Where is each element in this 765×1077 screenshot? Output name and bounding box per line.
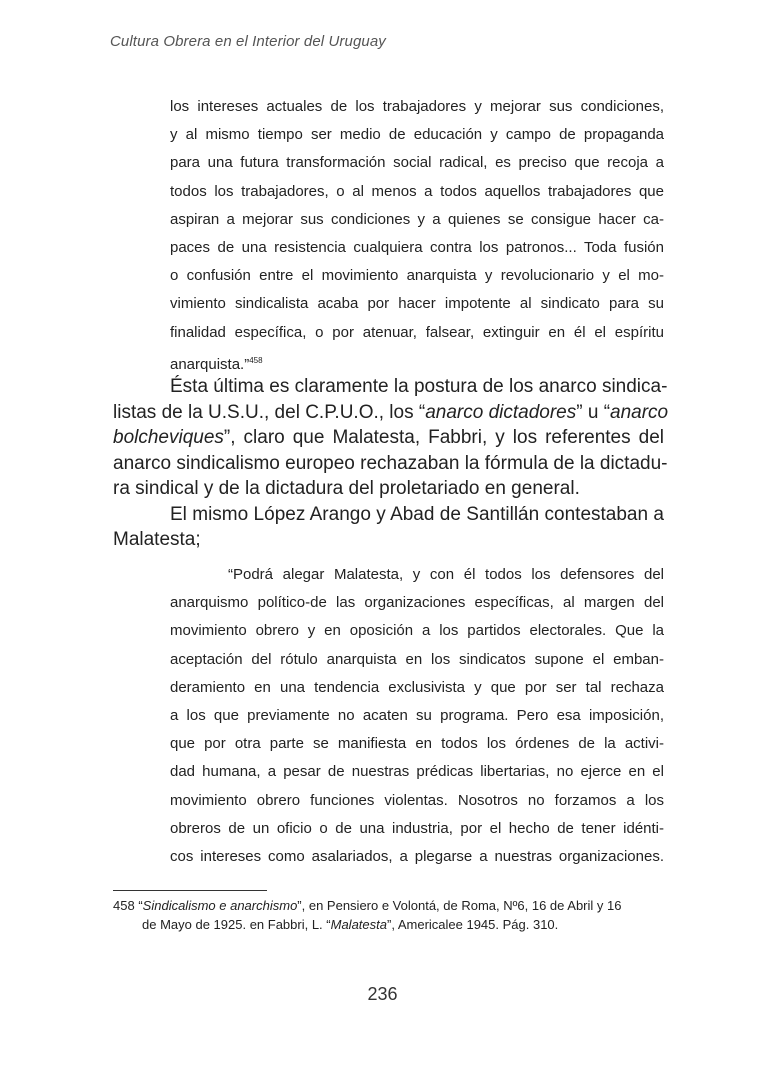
footnote — [113, 896, 664, 934]
block-quote-2 — [170, 561, 664, 871]
text: ”, en Pensiero e Volontá, de Roma, Nº6, 16 de Abril y 16 — [297, 898, 622, 913]
quote-line: movimiento obrero funciones violentas. Nosotros no forzamos a los — [170, 791, 664, 809]
quote-line: aspiran a mejorar sus condiciones y a quienes se consigue hacer ca- — [170, 210, 664, 228]
footnote-separator — [113, 890, 267, 891]
quote-line: anarquismo político-de las organizaciones específicas, al margen del — [170, 594, 664, 612]
footnote-line — [113, 896, 664, 915]
quote-line: y al mismo tiempo ser medio de educación y campo de propaganda — [170, 126, 664, 144]
block-quote-1 — [170, 93, 664, 379]
footnote-line — [113, 915, 664, 934]
italic-text: Malatesta — [330, 917, 387, 932]
text: listas de la U.S.U., del C.P.U.O., los “ — [113, 401, 426, 423]
quote-line: finalidad específica, o por atenuar, falsear, extinguir en él el espíritu — [170, 323, 664, 341]
italic-text: Sindicalismo e anarchismo — [142, 898, 298, 913]
text: ”, Americalee 1945. Pág. 310. — [387, 917, 559, 932]
quote-line: movimiento obrero y en oposición a los partidos electorales. Que la — [170, 622, 664, 640]
text: “ — [138, 898, 143, 913]
quote-line: paces de una resistencia cualquiera contra los patronos... Toda fusión — [170, 239, 664, 257]
paragraph-line — [113, 425, 664, 451]
text: de Mayo de 1925. en Fabbri, L. “ — [142, 917, 331, 932]
italic-text: bolcheviques — [113, 427, 224, 448]
running-header: Cultura Obrera en el Interior del Uruguay — [110, 33, 386, 50]
quote-line: a los que previamente no acaten su programa. Pero esa imposición, — [170, 707, 664, 725]
quote-line: todos los trabajadores, o al menos a todos aquellos trabajadores que — [170, 182, 664, 200]
footnote-number: 458 — [113, 898, 135, 913]
paragraph-line: El mismo López Arango y Abad de Santillán contestaban a — [170, 503, 664, 525]
quote-line: que por otra parte se manifiesta en todos los órdenes de la activi- — [170, 735, 664, 753]
paragraph-line: Malatesta; — [113, 529, 201, 550]
paragraph-line: anarco sindicalismo europeo rechazaban la fórmula de la dictadu- — [113, 452, 668, 474]
quote-line: deramiento en una tendencia exclusivista y que por ser tal rechaza — [170, 678, 664, 696]
paragraph-line: ra sindical y de la dictadura del proletariado en general. — [113, 478, 580, 499]
quote-line: para una futura transformación social radical, es preciso que recoja a — [170, 154, 664, 172]
quote-line: o confusión entre el movimiento anarquista y revolucionario y el mo- — [170, 267, 664, 285]
quote-line: “Podrá alegar Malatesta, y con él todos los defensores del — [228, 566, 664, 583]
quote-line: obreros de un oficio o de una industria, por el hecho de tener idénti- — [170, 819, 664, 837]
paragraph-line — [113, 400, 669, 426]
text: ”, claro que Malatesta, Fabbri, y los referentes del — [223, 427, 664, 448]
quote-line: aceptación del rótulo anarquista en los sindicatos supone el emban- — [170, 650, 664, 668]
italic-text: anarco dictadores — [425, 401, 577, 423]
body-text — [113, 374, 669, 553]
paragraph-line: Ésta última es claramente la postura de los anarco sindica- — [170, 376, 668, 397]
page-number: 236 — [367, 984, 398, 1004]
italic-text: anarco — [610, 401, 669, 423]
footnote-reference: 458 — [249, 355, 263, 365]
quote-line: vimiento sindicalista acaba por hacer impotente al sindicato para su — [170, 295, 664, 313]
text: ” u “ — [576, 401, 611, 423]
quote-line: cos intereses como asalariados, a plegarse a nuestras organizaciones. — [170, 848, 664, 866]
quote-line: los intereses actuales de los trabajadores y mejorar sus condiciones, — [170, 98, 664, 115]
quote-line: dad humana, a pesar de nuestras prédicas libertarias, no ejerce en el — [170, 763, 664, 781]
quote-text: anarquista.” — [170, 355, 250, 373]
